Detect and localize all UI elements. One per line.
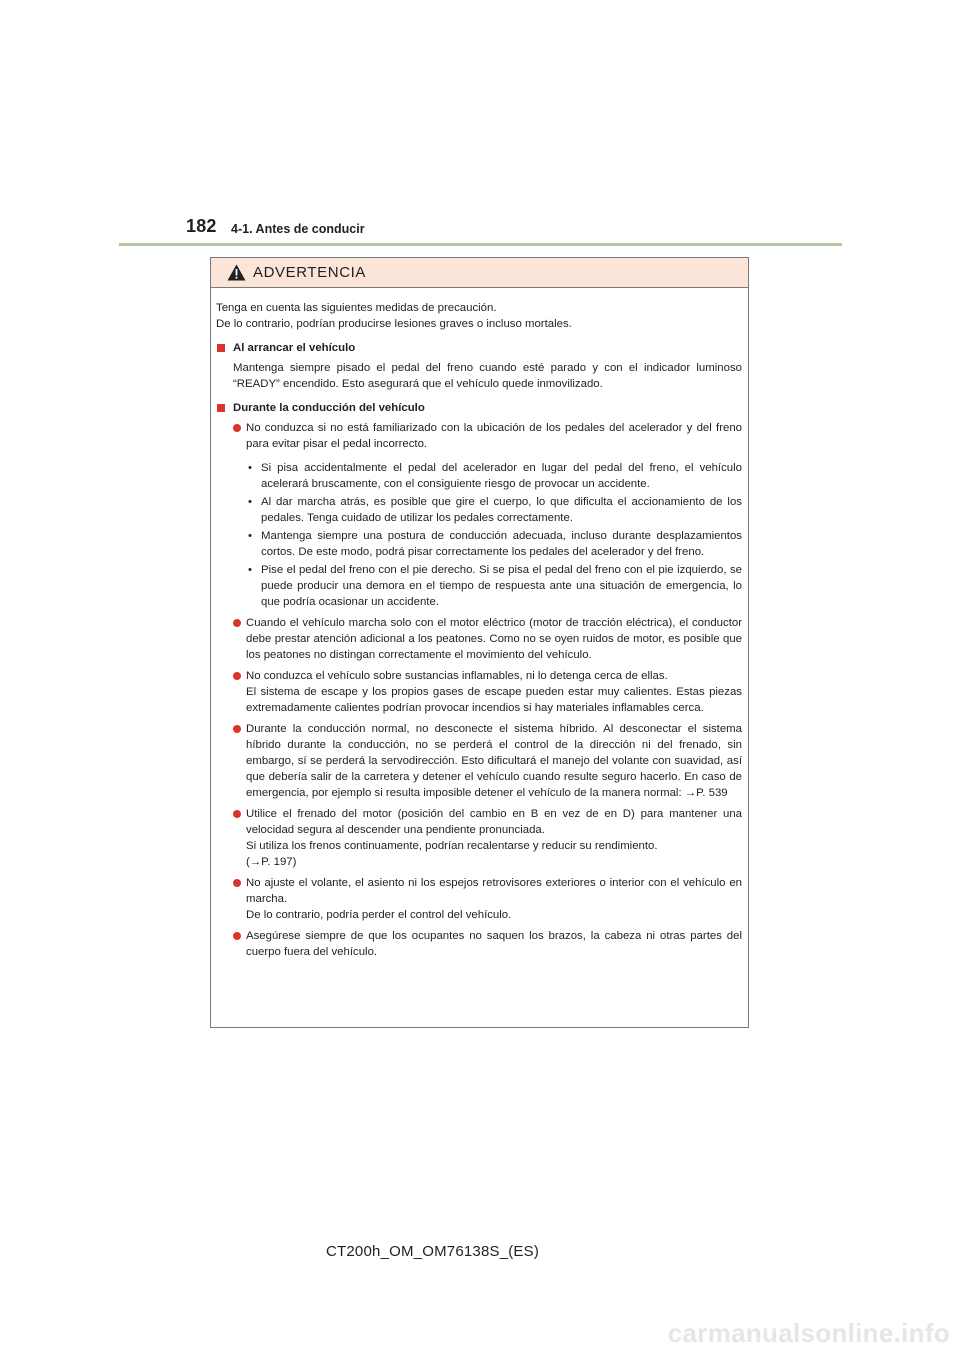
bullet-sistema-hibrido-text	[246, 721, 742, 801]
square-bullet-icon	[217, 344, 225, 352]
warning-title: ADVERTENCIA	[253, 264, 367, 281]
bullet-inflamables-p2: El sistema de escape y los propios gases de escape pueden estar muy calientes. Estas piezas extremadamente calientes podrían provocar incendios si hay materiales inflamables cerca.	[246, 686, 742, 714]
arranque-text: Mantenga siempre pisado el pedal del freno cuando esté parado y con el indicador luminoso “READY” encendido. Esto asegurará que el vehículo quede inmovilizado.	[233, 362, 742, 390]
bullet-motor-electrico	[216, 615, 742, 663]
round-bullet-icon	[233, 879, 241, 887]
round-bullet-icon	[233, 810, 241, 818]
warning-triangle-icon	[227, 264, 246, 281]
page-number: 182	[186, 216, 217, 236]
sub-item: • Pise el pedal del freno con el pie derecho. Si se pisa el pedal del freno con el pie izquierdo, se puede producir una demora en el tiempo de respuesta ante una situación de emergencia, lo que podría ocasionar un accidente.	[248, 564, 742, 608]
page-reference[interactable]: (→P. 197)	[246, 856, 297, 868]
bullet-ocupantes	[216, 928, 742, 960]
sub-item-text: Al dar marcha atrás, es posible que gire el cuerpo, lo que dificulta el accionamiento de los pedales. Tenga cuidado de utilizar los pedales correctamente.	[261, 496, 742, 524]
sub-item: • Si pisa accidentalmente el pedal del acelerador en lugar del pedal del freno, el vehículo acelerará bruscamente, con el consiguiente riesgo de provocar un accidente.	[248, 462, 742, 490]
warning-header	[211, 258, 748, 288]
bullet-freno-motor-p1: Utilice el frenado del motor (posición del cambio en B en vez de en D) para mantener una velocidad segura al descender una pendiente pronunciada.	[246, 808, 742, 836]
bullet-ajustes	[216, 875, 742, 923]
bullet-pedales-text: No conduzca si no está familiarizado con la ubicación de los pedales del acelerador y del freno para evitar pisar el pedal incorrecto.	[246, 422, 742, 450]
bullet-sistema-hibrido-body: Durante la conducción normal, no desconecte el sistema híbrido. Al desconectar el sistema híbrido durante la conducción, no se perderá el control de la dirección ni del frenado, sin embargo, sí se perderá la servodirección. Esto dificultará el manejo del volante con suavidad, así que debería salir de la carretera y detener el vehículo cuando resulte seguro hacerlo. En caso de emergencia, por ejemplo si resulta imposible detener el vehículo de la manera normal:	[246, 723, 742, 799]
bullet-inflamables	[216, 668, 742, 716]
sub-item-text: Si pisa accidentalmente el pedal del acelerador en lugar del pedal del freno, el vehículo acelerará bruscamente, con el consiguiente riesgo de provocar un accidente.	[261, 462, 742, 490]
header-rule	[119, 243, 842, 246]
heading-arranque-text: Al arrancar el vehículo	[233, 342, 356, 354]
square-bullet-icon	[217, 404, 225, 412]
bullet-ajustes-p1: No ajuste el volante, el asiento ni los espejos retrovisores exteriores o interior con el vehículo en marcha.	[246, 877, 742, 905]
intro-line-2: De lo contrario, podrían producirse lesiones graves o incluso mortales.	[216, 318, 572, 330]
round-bullet-icon	[233, 672, 241, 680]
watermark: carmanualsonline.info	[667, 1318, 950, 1348]
sub-list	[246, 460, 742, 610]
bullet-ocupantes-text: Asegúrese siempre de que los ocupantes no saquen los brazos, la cabeza ni otras partes del cuerpo fuera del vehículo.	[246, 930, 742, 958]
intro	[216, 300, 742, 332]
sub-item: • Mantenga siempre una postura de conducción adecuada, incluso durante desplazamientos cortos. De este modo, podrá pisar correctamente los pedales del acelerador y del freno.	[248, 530, 742, 558]
bullet-pedales	[216, 420, 742, 610]
warning-box	[210, 257, 749, 1028]
bullet-freno-motor-p2: Si utiliza los frenos continuamente, podrían recalentarse y reducir su rendimiento.	[246, 840, 658, 852]
round-bullet-icon	[233, 424, 241, 432]
document-code: CT200h_OM_OM76138S_(ES)	[326, 1243, 540, 1260]
heading-arranque	[216, 340, 742, 356]
bullet-inflamables-p1: No conduzca el vehículo sobre sustancias inflamables, ni lo detenga cerca de ellas.	[246, 670, 668, 682]
section-title: 4-1. Antes de conducir	[231, 222, 365, 236]
bullet-sistema-hibrido	[216, 721, 742, 801]
heading-conduccion	[216, 400, 742, 416]
sub-item: • Al dar marcha atrás, es posible que gire el cuerpo, lo que dificulta el accionamiento de los pedales. Tenga cuidado de utilizar los pedales correctamente.	[248, 496, 742, 524]
page-reference[interactable]: →P. 539	[684, 787, 728, 799]
round-bullet-icon	[233, 932, 241, 940]
sub-item-text: Mantenga siempre una postura de conducción adecuada, incluso durante desplazamientos cortos. De este modo, podrá pisar correctamente los pedales del acelerador y del freno.	[261, 530, 742, 558]
round-bullet-icon	[233, 619, 241, 627]
warning-body	[211, 288, 748, 960]
bullet-motor-electrico-text: Cuando el vehículo marcha solo con el motor eléctrico (motor de tracción eléctrica), el conductor debe prestar atención adicional a los peatones. Como no se oyen ruidos de motor, es posible que los peatones no distingan correctamente el movimiento del vehículo.	[246, 617, 742, 661]
bullet-freno-motor	[216, 806, 742, 870]
bullet-ajustes-p2: De lo contrario, podría perder el control del vehículo.	[246, 909, 512, 921]
intro-line-1: Tenga en cuenta las siguientes medidas de precaución.	[216, 302, 497, 314]
heading-conduccion-text: Durante la conducción del vehículo	[233, 402, 425, 414]
round-bullet-icon	[233, 725, 241, 733]
sub-item-text: Pise el pedal del freno con el pie derecho. Si se pisa el pedal del freno con el pie izquierdo, se puede producir una demora en el tiempo de respuesta ante una situación de emergencia, lo que podría ocasionar un accidente.	[261, 564, 742, 608]
